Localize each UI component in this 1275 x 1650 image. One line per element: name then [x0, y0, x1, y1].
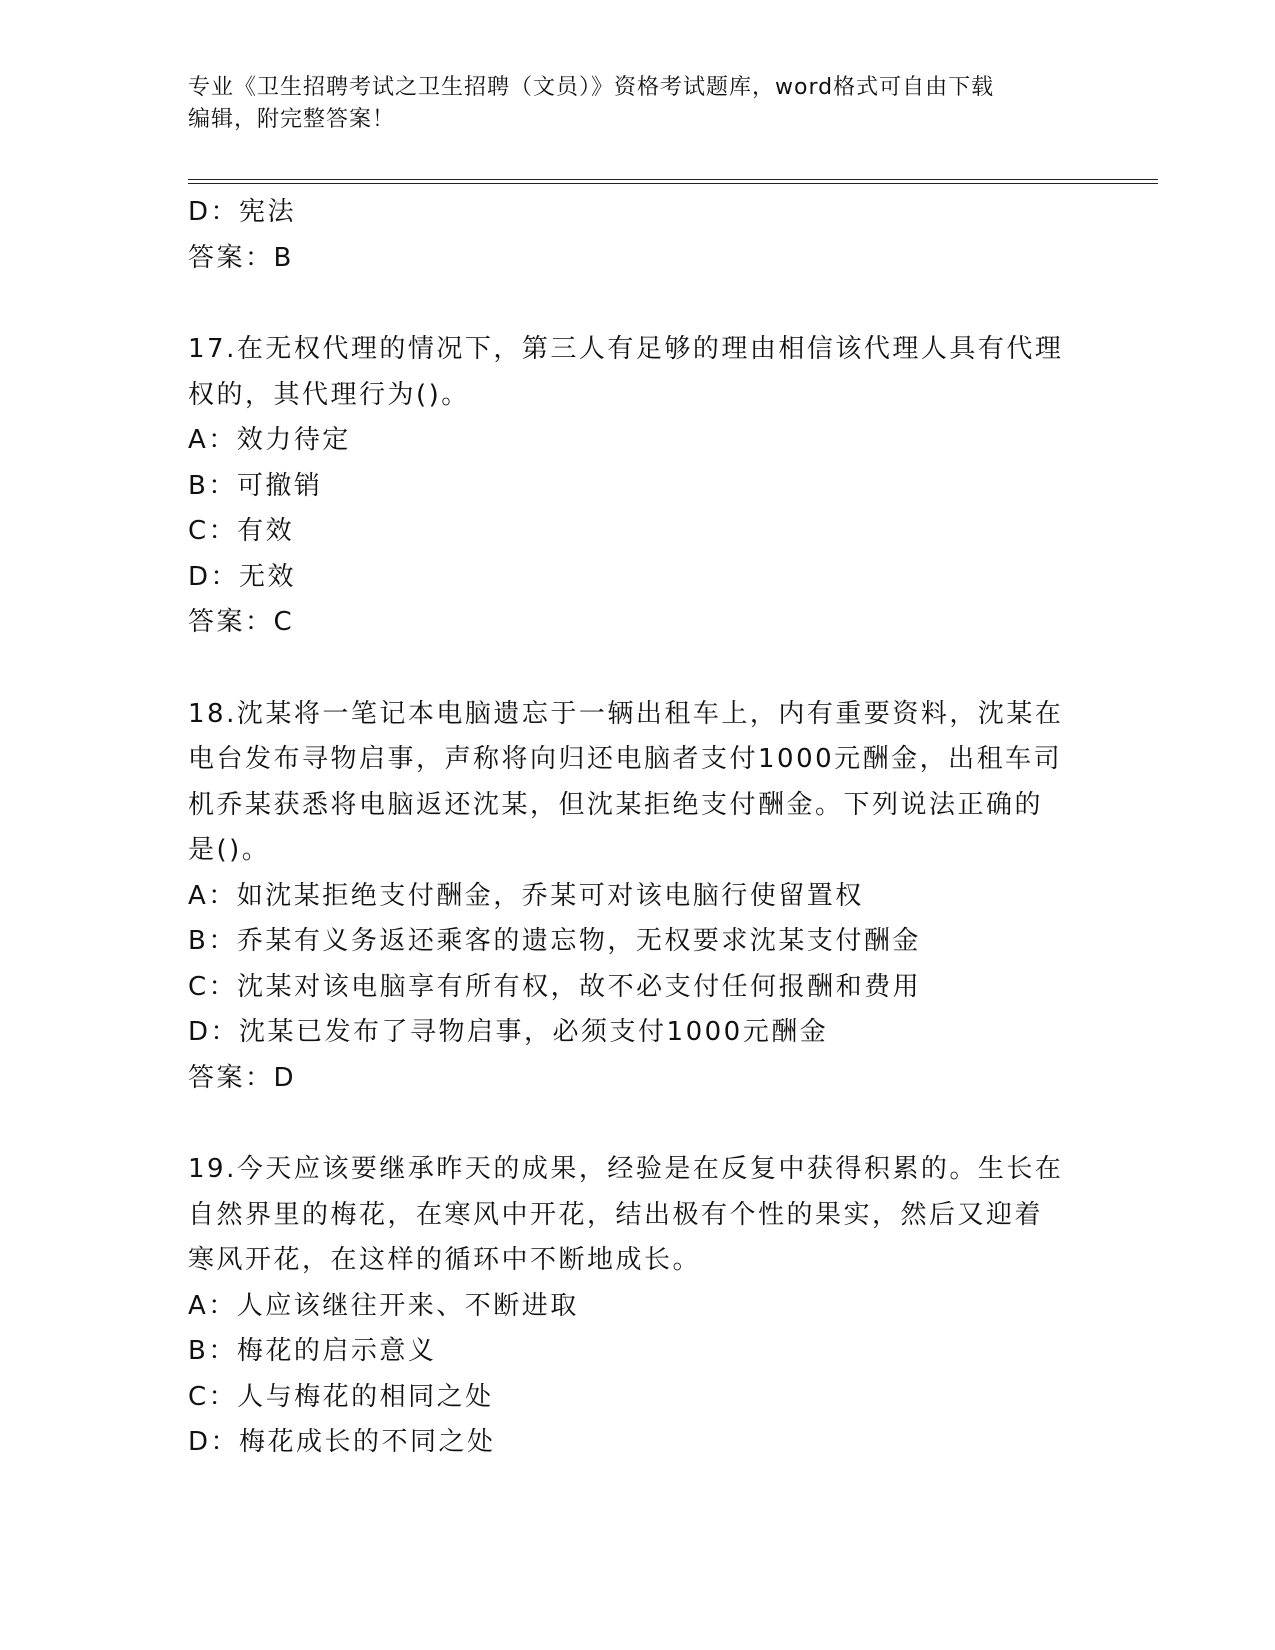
option-a: A：如沈某拒绝支付酬金，乔某可对该电脑行使留置权	[188, 880, 864, 911]
question-18	[188, 692, 1088, 1102]
spacer	[188, 646, 1088, 692]
option-a: A：人应该继往开来、不断进取	[188, 1290, 579, 1321]
spacer	[188, 1101, 1088, 1147]
question-stem: 是()。	[188, 835, 271, 865]
question-19	[188, 1147, 1088, 1466]
spacer	[188, 281, 1088, 327]
option-d: D：宪法	[188, 197, 297, 227]
answer: 答案：B	[188, 242, 294, 273]
option-a: A：效力待定	[188, 425, 351, 455]
question-stem: 寒风开花，在这样的循环中不断地成长。	[188, 1245, 702, 1275]
question-stem: 自然界里的梅花，在寒风中开花，结出极有个性的果实，然后又迎着	[188, 1199, 1044, 1230]
option-c: C：人与梅花的相同之处	[188, 1381, 494, 1412]
header-line-2: 编辑，附完整答案！	[188, 107, 396, 132]
header-rule-top	[188, 179, 1158, 180]
answer: 答案：C	[188, 607, 295, 637]
header-line-1: 专业《卫生招聘考试之卫生招聘（文员）》资格考试题库，word格式可自由下载	[188, 75, 995, 100]
option-d: D：沈某已发布了寻物启事，必须支付1000元酬金	[188, 1017, 829, 1047]
question-17	[188, 327, 1088, 646]
option-d: D：梅花成长的不同之处	[188, 1427, 496, 1457]
question-stem: 权的，其代理行为()。	[188, 379, 470, 410]
option-c: C：有效	[188, 516, 295, 546]
option-b: B：乔某有义务返还乘客的遗忘物，无权要求沈某支付酬金	[188, 926, 921, 956]
question-content	[188, 190, 1088, 1466]
previous-question-tail	[188, 190, 1088, 281]
question-stem: 17.在无权代理的情况下，第三人有足够的理由相信该代理人具有代理	[188, 334, 1064, 364]
question-stem: 19.今天应该要继承昨天的成果，经验是在反复中获得积累的。生长在	[188, 1154, 1064, 1184]
option-b: B：梅花的启示意义	[188, 1336, 437, 1366]
option-d: D：无效	[188, 561, 297, 592]
question-stem: 机乔某获悉将电脑返还沈某，但沈某拒绝支付酬金。下列说法正确的	[188, 789, 1044, 820]
option-b: B：可撤销	[188, 470, 323, 501]
document-header	[188, 72, 1088, 136]
question-stem: 电台发布寻物启事，声称将向归还电脑者支付1000元酬金，出租车司	[188, 744, 1063, 774]
answer: 答案：D	[188, 1062, 297, 1093]
question-stem: 18.沈某将一笔记本电脑遗忘于一辆出租车上，内有重要资料，沈某在	[188, 698, 1064, 729]
header-rule-bottom	[188, 183, 1158, 184]
option-c: C：沈某对该电脑享有所有权，故不必支付任何报酬和费用	[188, 971, 922, 1002]
